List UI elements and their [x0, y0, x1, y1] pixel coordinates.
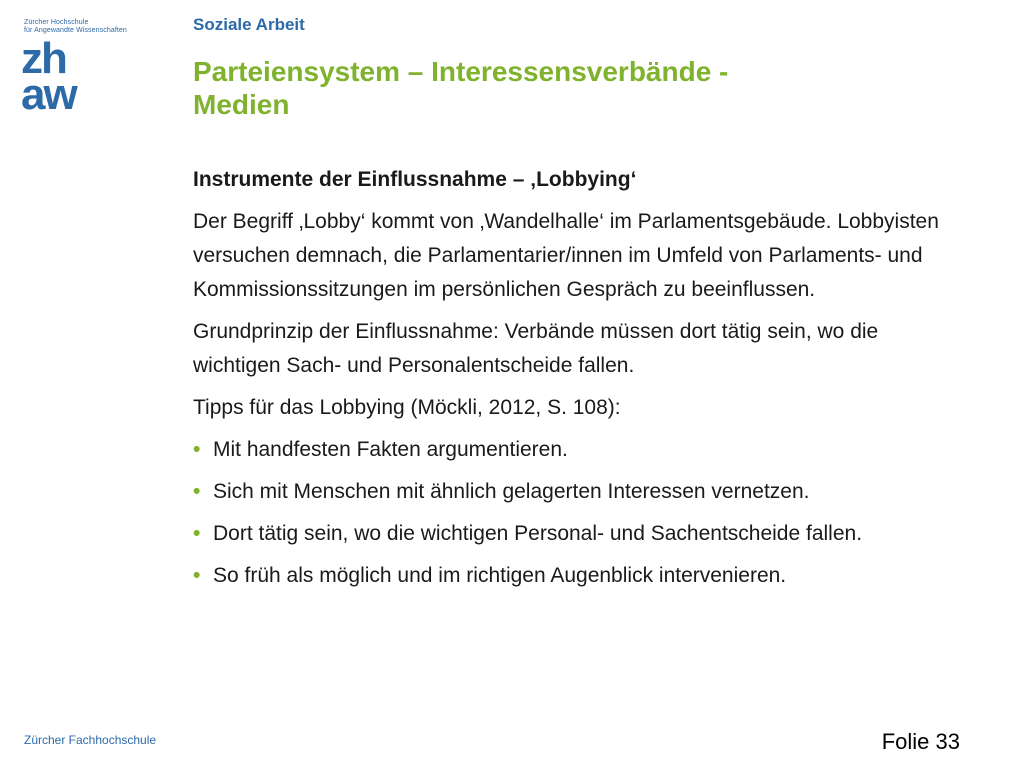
footer-institution: Zürcher Fachhochschule [24, 733, 157, 747]
slide-number: Folie 33 [881, 729, 960, 754]
logo-line-2: für Angewandte Wissenschaften [24, 27, 127, 34]
list-item [193, 475, 963, 509]
slide-content [193, 163, 963, 601]
slide-title-line-2: Medien [193, 89, 290, 120]
list-item [193, 559, 963, 593]
paragraph-lobby-definition: Der Begriff ‚Lobby‘ kommt von ‚Wandelhalle‘ im Parlamentsgebäude. Lobbyisten versuchen demnach, die Parlamentarier/innen im Umfeld von Parlaments- und Kommissionssitzungen im persönlichen Gespräch zu beeinflussen. [193, 210, 939, 301]
slide-title-line-1: Parteiensystem – Interessensverbände - [193, 56, 729, 87]
section-label: Soziale Arbeit [193, 15, 305, 34]
tips-list [193, 433, 963, 593]
list-item-text: Dort tätig sein, wo die wichtigen Personal- und Sachentscheide fallen. [213, 522, 863, 545]
content-subheading: Instrumente der Einflussnahme – ‚Lobbying‘ [193, 168, 637, 191]
paragraph-principle: Grundprinzip der Einflussnahme: Verbände müssen dort tätig sein, wo die wichtigen Sach- und Personalentscheide fallen. [193, 320, 879, 377]
list-item-text: So früh als möglich und im richtigen Augenblick intervenieren. [213, 564, 787, 587]
list-item [193, 433, 963, 467]
bullet-icon: • [193, 522, 201, 545]
paragraph-tips-intro: Tipps für das Lobbying (Möckli, 2012, S. 108): [193, 396, 621, 419]
bullet-icon: • [193, 480, 201, 503]
list-item [193, 517, 963, 551]
logo-mark-top: zh [21, 34, 66, 83]
logo-text [24, 19, 127, 35]
logo-line-1: Zürcher Hochschule [24, 19, 89, 26]
bullet-icon: • [193, 564, 201, 587]
logo-mark-bottom: aw [21, 70, 76, 119]
slide-title [193, 55, 993, 121]
zhaw-logo [21, 34, 76, 119]
list-item-text: Sich mit Menschen mit ähnlich gelagerten Interessen vernetzen. [213, 480, 810, 503]
list-item-text: Mit handfesten Fakten argumentieren. [213, 438, 568, 461]
bullet-icon: • [193, 438, 201, 461]
